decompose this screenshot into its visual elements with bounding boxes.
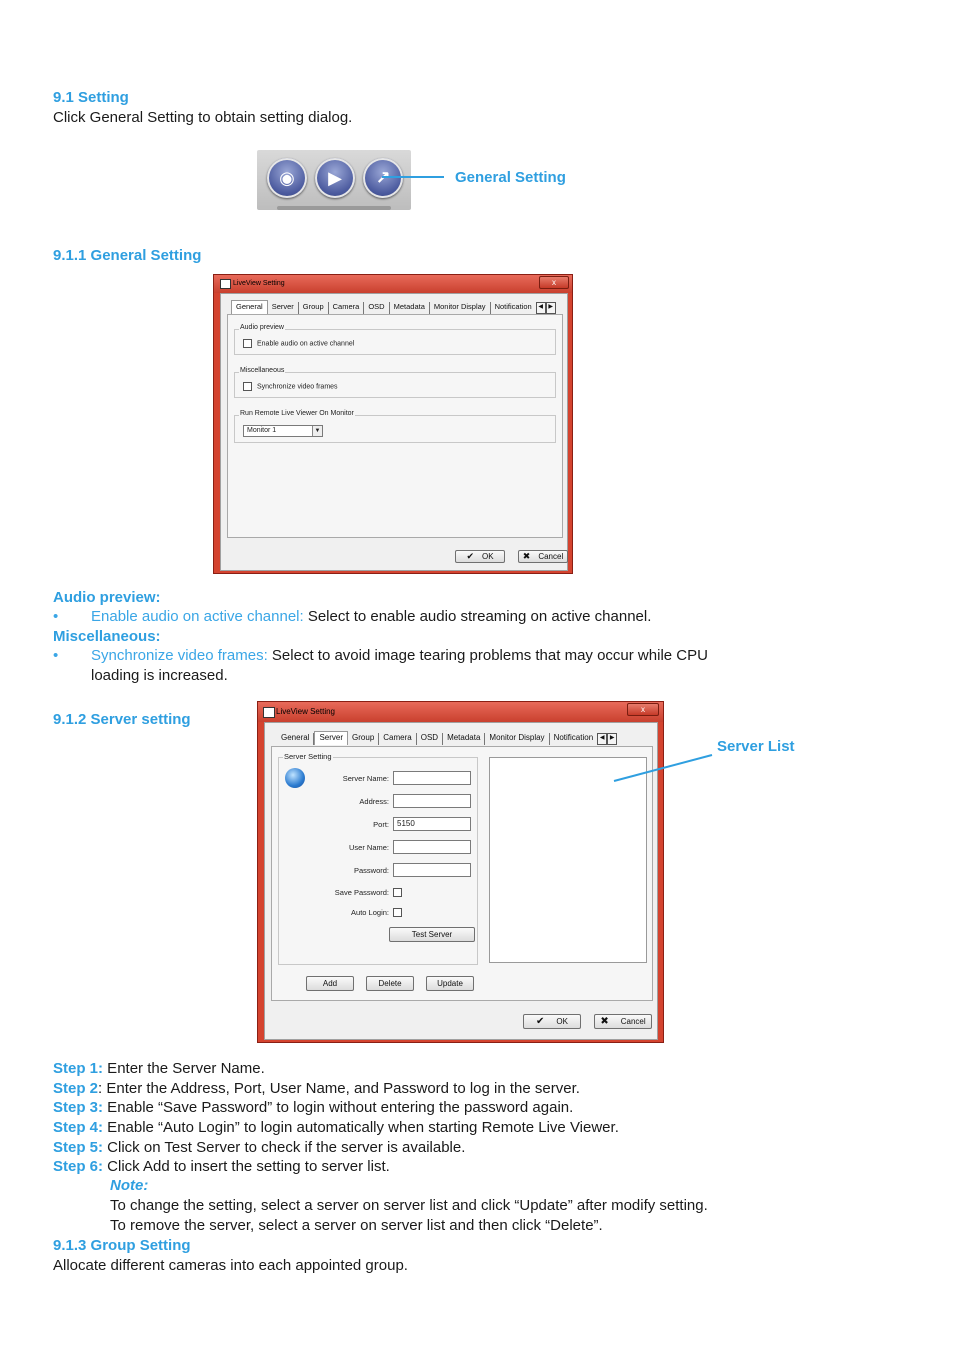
app-icon	[220, 279, 231, 289]
playback-icon[interactable]: ▶	[315, 158, 355, 198]
server-setting-legend: Server Setting	[284, 752, 332, 761]
check-icon: ✔	[466, 551, 474, 561]
misc-item-label: Synchronize video frames:	[91, 647, 268, 664]
dialog-title: LiveView Setting	[233, 280, 285, 287]
globe-icon	[285, 768, 305, 788]
chevron-down-icon[interactable]: ▼	[312, 426, 322, 436]
step-1-label: Step 1:	[53, 1060, 104, 1077]
user-name-label: User Name:	[348, 843, 389, 852]
server-list[interactable]	[489, 757, 647, 963]
note-line-1: To change the setting, select a server on server list and click “Update” after modify setting.	[110, 1197, 708, 1214]
tab-scroll-right-icon[interactable]: ▶	[546, 302, 556, 314]
miscellaneous-legend: Miscellaneous	[240, 367, 285, 374]
tab-server[interactable]: Server	[268, 302, 299, 314]
tab-general[interactable]: General	[277, 733, 314, 745]
miscellaneous-group	[234, 367, 556, 398]
address-label: Address:	[359, 797, 389, 806]
update-button[interactable]: Update	[426, 976, 474, 991]
tab-bar	[277, 733, 617, 745]
cross-icon: ✖	[600, 1016, 609, 1027]
dialog-titlebar	[214, 275, 572, 293]
step-4	[53, 1118, 619, 1138]
tab-monitor-display[interactable]: Monitor Display	[485, 733, 549, 745]
server-name-input[interactable]	[393, 771, 471, 785]
server-setting-dialog	[257, 701, 664, 1043]
tab-metadata[interactable]: Metadata	[443, 733, 485, 745]
tab-osd[interactable]: OSD	[364, 302, 389, 314]
server-tab-panel	[271, 746, 653, 1001]
check-icon: ✔	[536, 1016, 545, 1027]
tab-server[interactable]: Server	[314, 731, 348, 745]
user-name-input[interactable]	[393, 840, 471, 854]
add-button[interactable]: Add	[306, 976, 354, 991]
cross-icon: ✖	[522, 551, 531, 561]
wrench-icon[interactable]: ↗	[363, 158, 403, 198]
section-heading-9-1-1: 9.1.1 General Setting	[53, 247, 202, 264]
step-2-text: : Enter the Address, Port, User Name, and Password to log in the server.	[98, 1080, 580, 1097]
step-2	[53, 1079, 580, 1099]
group-setting-text: Allocate different cameras into each appointed group.	[53, 1257, 408, 1274]
misc-item	[53, 646, 58, 666]
note-line-2: To remove the server, select a server on server list and then click “Delete”.	[110, 1217, 603, 1234]
tab-scroll-right-icon[interactable]: ▶	[607, 733, 617, 745]
tab-general[interactable]: General	[231, 300, 268, 314]
server-list-callout: Server List	[717, 738, 795, 755]
section-heading-9-1-2: 9.1.2 Server setting	[53, 711, 191, 728]
dialog-client	[264, 722, 658, 1040]
ok-button[interactable]	[455, 550, 505, 563]
app-icon	[263, 707, 275, 718]
tab-notification[interactable]: Notification	[494, 302, 532, 311]
tab-monitor-display[interactable]: Monitor Display	[430, 302, 491, 314]
dialog-client	[220, 293, 568, 571]
tab-scroll-left-icon[interactable]: ◀	[597, 733, 607, 745]
misc-item-description-2: loading is increased.	[91, 667, 228, 684]
record-icon[interactable]: ◉	[267, 158, 307, 198]
cancel-label: Cancel	[538, 552, 564, 561]
port-input[interactable]: 5150	[393, 817, 471, 831]
ok-button[interactable]	[523, 1014, 581, 1029]
tab-scroll-left-icon[interactable]: ◀	[536, 302, 546, 314]
bullet: •	[53, 608, 59, 625]
close-button[interactable]: x	[539, 276, 569, 289]
step-1-text: Enter the Server Name.	[103, 1060, 265, 1077]
audio-preview-group	[234, 324, 556, 355]
step-6	[53, 1157, 390, 1177]
server-name-label: Server Name:	[342, 774, 389, 783]
test-server-button[interactable]: Test Server	[389, 927, 475, 942]
step-4-label: Step 4:	[53, 1119, 104, 1136]
monitor-select-value: Monitor 1	[247, 427, 277, 434]
dialog-titlebar	[258, 702, 663, 722]
general-setting-dialog	[213, 274, 573, 574]
tab-camera[interactable]: Camera	[329, 302, 365, 314]
step-6-text: Click Add to insert the setting to server list.	[103, 1158, 390, 1175]
tab-group[interactable]: Group	[348, 733, 379, 745]
ok-label: OK	[556, 1017, 568, 1026]
step-3-label: Step 3:	[53, 1099, 104, 1116]
save-password-checkbox[interactable]	[393, 888, 402, 897]
step-5-label: Step 5:	[53, 1139, 104, 1156]
synchronize-frames-checkbox[interactable]	[243, 382, 252, 391]
section-intro: Click General Setting to obtain setting dialog.	[53, 109, 353, 126]
password-label: Password:	[353, 866, 389, 875]
tab-metadata[interactable]: Metadata	[390, 302, 430, 314]
tab-camera[interactable]: Camera	[379, 733, 416, 745]
server-list-callout-line	[610, 750, 720, 786]
audio-item-text	[91, 607, 651, 627]
general-setting-callout-line	[380, 170, 450, 184]
delete-button[interactable]: Delete	[366, 976, 414, 991]
step-5-text: Click on Test Server to check if the server is available.	[103, 1139, 466, 1156]
section-heading-9-1: 9.1 Setting	[53, 89, 129, 106]
address-input[interactable]	[393, 794, 471, 808]
cancel-label: Cancel	[620, 1017, 646, 1026]
auto-login-checkbox[interactable]	[393, 908, 402, 917]
audio-preview-heading: Audio preview:	[53, 589, 161, 606]
monitor-select[interactable]	[243, 425, 323, 437]
synchronize-frames-label: Synchronize video frames	[257, 383, 338, 391]
audio-preview-legend: Audio preview	[240, 324, 284, 331]
step-3	[53, 1098, 573, 1118]
close-button[interactable]: x	[627, 703, 659, 716]
step-4-text: Enable “Auto Login” to login automatically when starting Remote Live Viewer.	[103, 1119, 619, 1136]
enable-audio-checkbox[interactable]	[243, 339, 252, 348]
ok-label: OK	[481, 552, 494, 561]
general-setting-callout: General Setting	[455, 169, 566, 186]
misc-item-description: Select to avoid image tearing problems that may occur while CPU	[267, 647, 708, 664]
step-5	[53, 1138, 465, 1158]
miscellaneous-heading: Miscellaneous:	[53, 628, 161, 645]
run-on-monitor-legend: Run Remote Live Viewer On Monitor	[240, 410, 354, 417]
auto-login-label: Auto Login:	[351, 908, 389, 917]
run-on-monitor-group	[234, 410, 556, 443]
audio-item	[53, 607, 58, 627]
general-tab-panel	[227, 314, 563, 538]
dialog-title: LiveView Setting	[276, 707, 335, 716]
step-3-text: Enable “Save Password” to login without entering the password again.	[103, 1099, 574, 1116]
tab-osd[interactable]: OSD	[417, 733, 443, 745]
misc-item-text	[91, 646, 708, 666]
section-heading-9-1-3: 9.1.3 Group Setting	[53, 1237, 191, 1254]
cancel-button[interactable]	[518, 550, 568, 563]
step-6-label: Step 6:	[53, 1158, 104, 1175]
server-setting-group	[278, 752, 478, 965]
cancel-button[interactable]	[594, 1014, 652, 1029]
audio-item-label: Enable audio on active channel:	[91, 608, 304, 625]
audio-item-description: Select to enable audio streaming on active channel.	[303, 608, 652, 625]
enable-audio-label: Enable audio on active channel	[257, 340, 355, 348]
password-input[interactable]	[393, 863, 471, 877]
tab-notification[interactable]: Notification	[553, 733, 594, 742]
step-1	[53, 1059, 265, 1079]
toolbar-shadow	[277, 206, 391, 210]
save-password-label: Save Password:	[334, 888, 389, 897]
tab-group[interactable]: Group	[299, 302, 329, 314]
step-2-label: Step 2	[53, 1080, 99, 1097]
tab-bar	[231, 302, 556, 314]
note-label: Note:	[110, 1177, 149, 1194]
port-label: Port:	[373, 820, 389, 829]
bullet: •	[53, 647, 59, 664]
